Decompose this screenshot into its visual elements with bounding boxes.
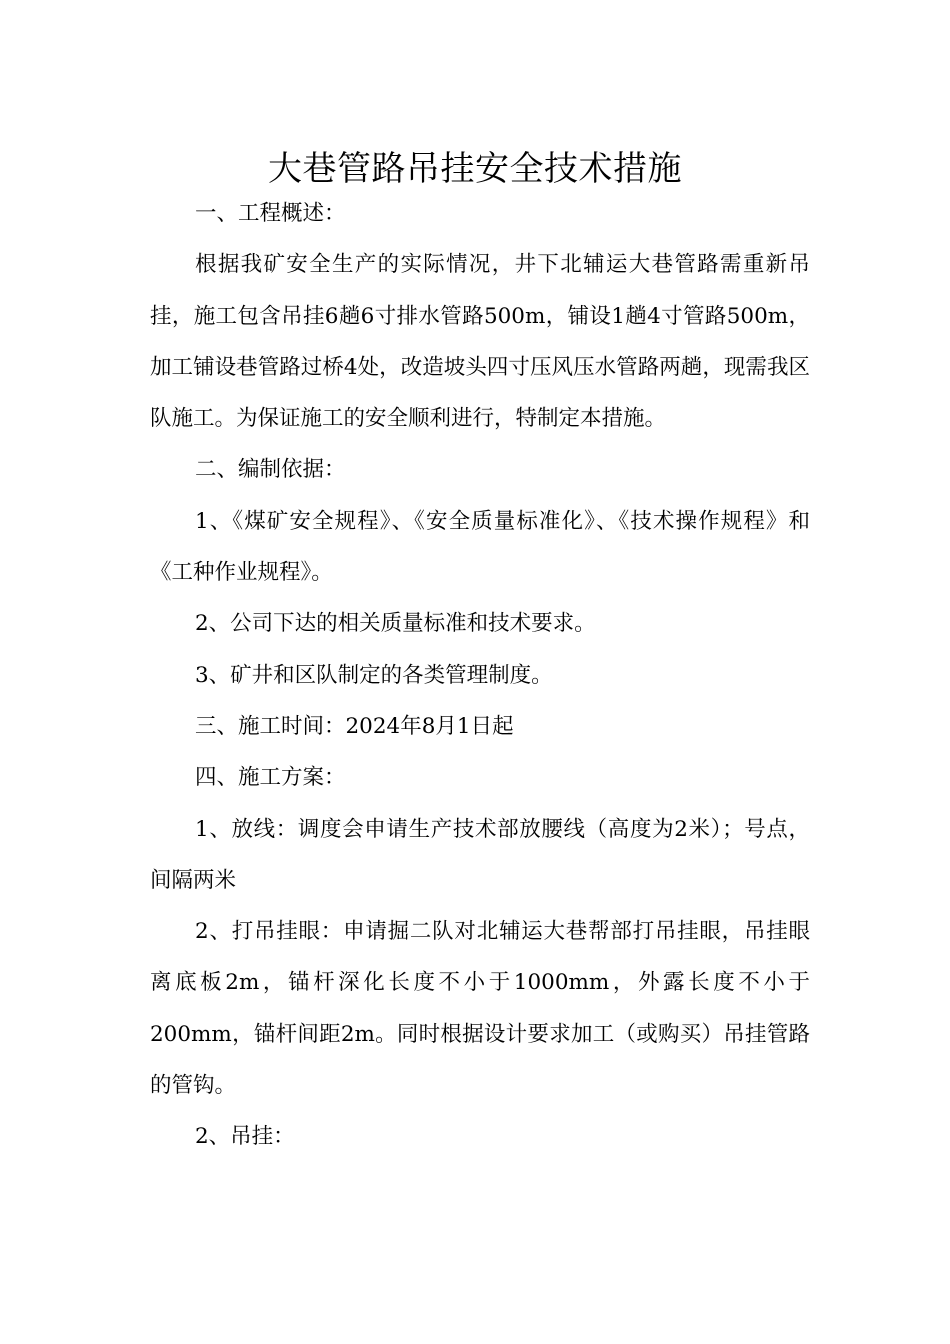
section-heading-overview: 一、工程概述： <box>195 201 346 226</box>
paragraph-plan-1: 1、放线：调度会申请生产技术部放腰线（高度为2米）；号点，间隔两米 <box>150 816 810 893</box>
paragraph-basis-2: 2、公司下达的相关质量标准和技术要求。 <box>195 611 596 637</box>
paragraph-plan-2: 2、打吊挂眼：申请掘二队对北辅运大巷帮部打吊挂眼，吊挂眼离底板2m，锚杆深化长度不小于1000mm，外露长度不小于200mm，锚杆间距2m。同时根据设计要求加工（或购买）吊挂管路的管钩。 <box>150 919 810 1099</box>
document-title: 大巷管路吊挂安全技术措施 <box>268 148 682 189</box>
paragraph-plan-3: 2、吊挂： <box>195 1124 295 1150</box>
section-heading-plan: 四、施工方案： <box>195 765 346 791</box>
paragraph-basis-1: 1、《煤矿安全规程》、《安全质量标准化》、《技术操作规程》和《工种作业规程》。 <box>150 508 810 586</box>
paragraph-basis-3: 3、矿井和区队制定的各类管理制度。 <box>195 662 553 688</box>
document-body <box>150 188 810 1163</box>
section-heading-schedule: 三、施工时间：2024年8月1日起 <box>195 713 514 739</box>
section-heading-basis: 二、编制依据： <box>195 457 346 483</box>
paragraph-overview: 根据我矿安全生产的实际情况，井下北辅运大巷管路需重新吊挂，施工包含吊挂6趟6寸排水管路500m，铺设1趟4寸管路500m，加工铺设巷管路过桥4处，改造坡头四寸压风压水管路两趟，现需我区队施工。为保证施工的安全顺利进行，特制定本措施。 <box>150 252 810 432</box>
